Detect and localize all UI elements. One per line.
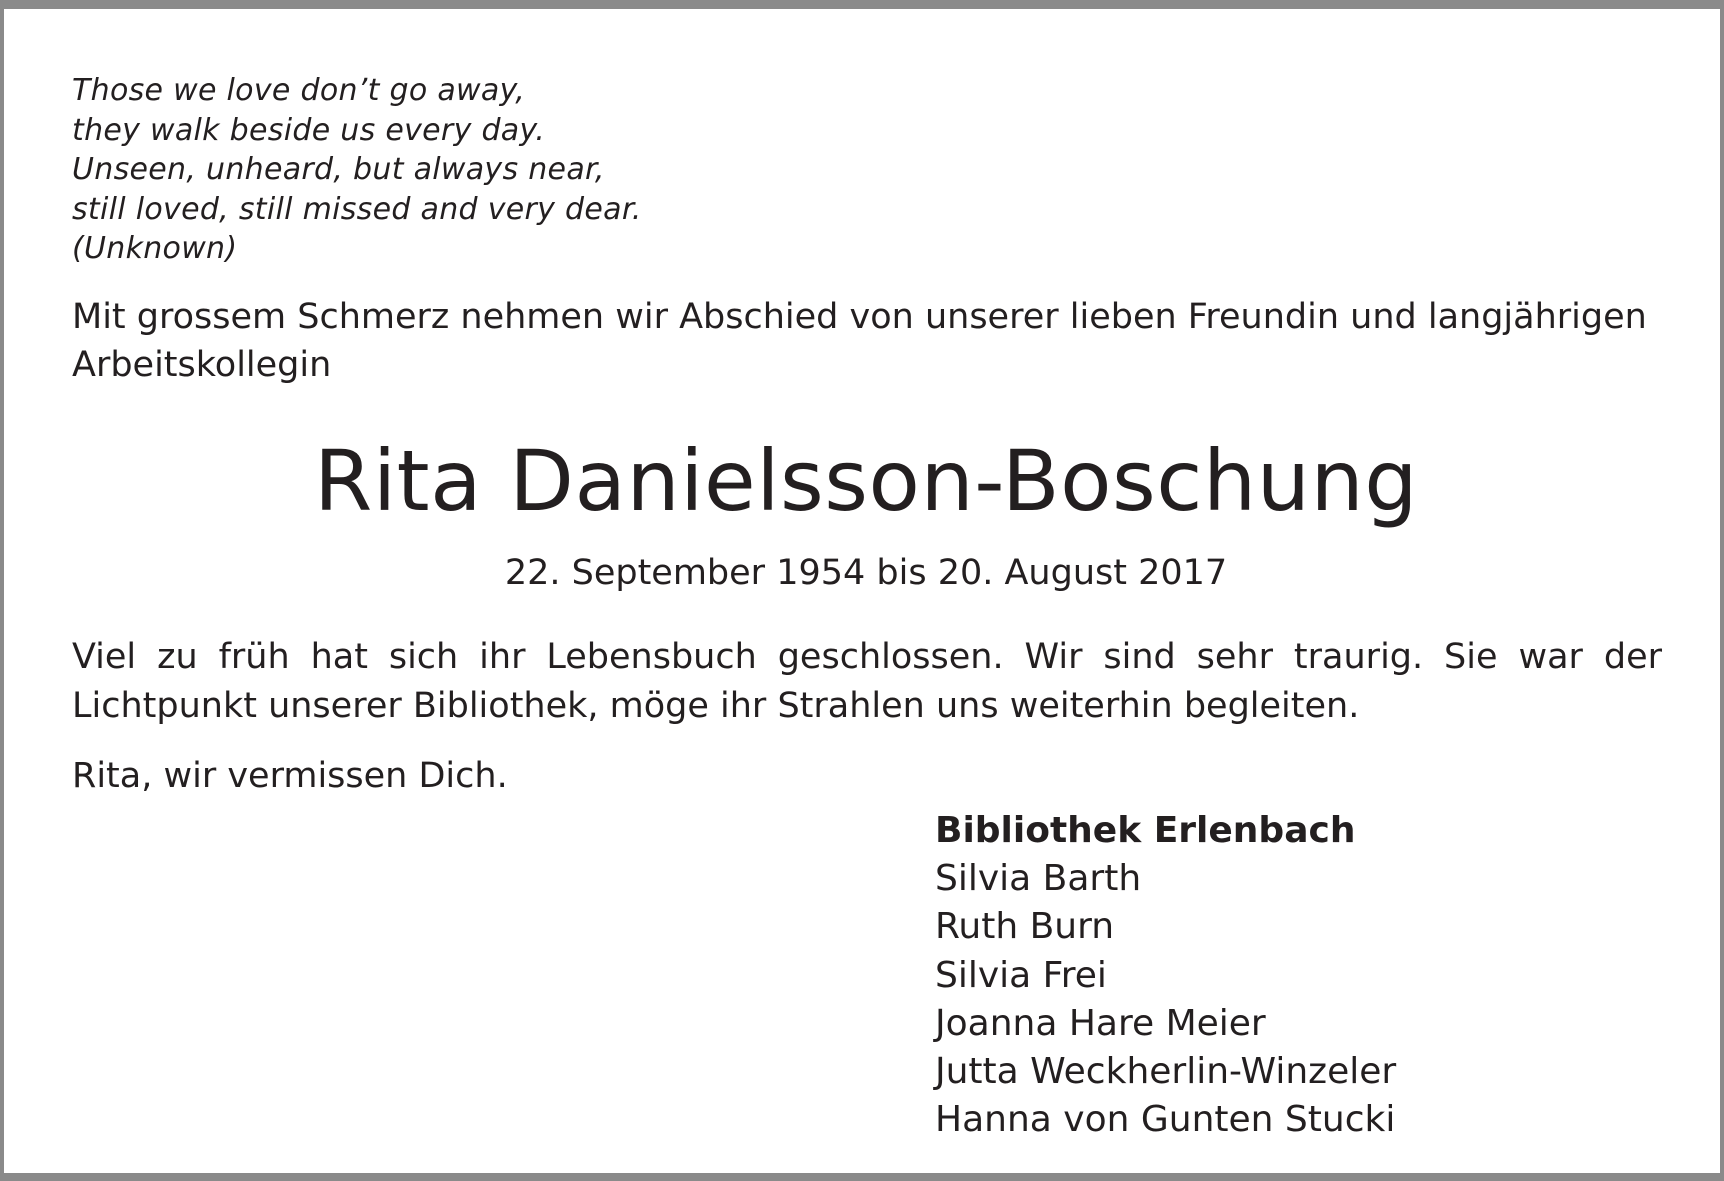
signers-block bbox=[935, 807, 1655, 1144]
signer-name: Hanna von Gunten Stucki bbox=[935, 1099, 1396, 1141]
memorial-poem bbox=[72, 71, 872, 269]
intro-text bbox=[72, 293, 1662, 389]
signer-name: Silvia Frei bbox=[935, 954, 1107, 996]
intro-line: Arbeitskollegin bbox=[72, 345, 332, 385]
intro-line: Mit grossem Schmerz nehmen wir Abschied von unserer lieben Freundin und langjährigen bbox=[72, 297, 1647, 337]
signer-name: Silvia Barth bbox=[935, 858, 1142, 900]
signer-name: Ruth Burn bbox=[935, 906, 1115, 948]
poem-line: Those we love don’t go away, bbox=[72, 73, 526, 108]
closing-line: Rita, wir vermissen Dich. bbox=[72, 756, 508, 796]
life-dates: 22. September 1954 bis 20. August 2017 bbox=[504, 553, 1228, 593]
deceased-name: Rita Danielsson-Boschung bbox=[313, 432, 1419, 530]
poem-attribution: (Unknown) bbox=[72, 231, 238, 266]
signer-organization: Bibliothek Erlenbach bbox=[935, 810, 1356, 851]
message-line: Lichtpunkt unserer Bibliothek, möge ihr Strahlen uns weiterhin begleiten. bbox=[72, 686, 1360, 726]
signer-name: Joanna Hare Meier bbox=[935, 1002, 1266, 1044]
signer-name: Jutta Weckherlin-Winzeler bbox=[935, 1051, 1397, 1093]
poem-line: still loved, still missed and very dear. bbox=[72, 191, 642, 227]
poem-line: they walk beside us every day. bbox=[72, 112, 546, 148]
message-line: Viel zu früh hat sich ihr Lebensbuch geschlossen. Wir sind sehr traurig. Sie war der bbox=[72, 637, 1662, 677]
condolence-message bbox=[72, 633, 1662, 731]
poem-line: Unseen, unheard, but always near, bbox=[72, 152, 605, 187]
